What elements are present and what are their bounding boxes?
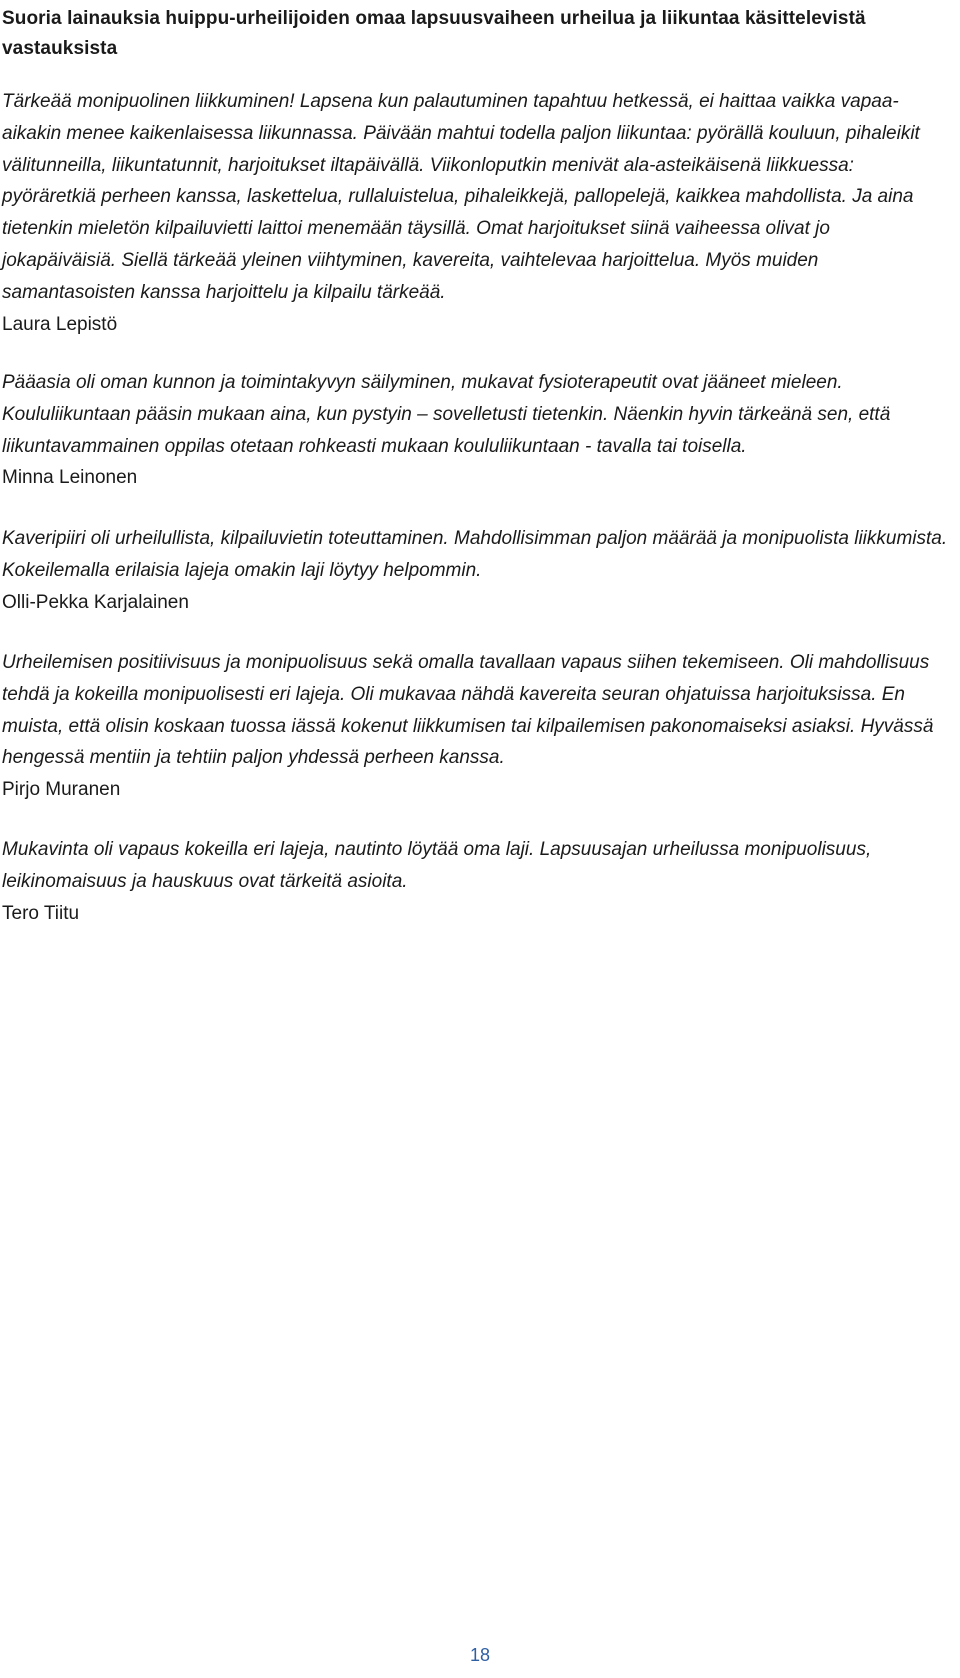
quote-text: Pääasia oli oman kunnon ja toimintakyvyn säilyminen, mukavat fysioterapeutit ovat jääneet mieleen. Koululiikuntaan pääsin mukaan aina, kun pystyin – sovelletusti tietenkin. Näenkin hyvin tärkeänä sen, että liikuntavammainen oppilas otetaan rohkeasti mukaan koululiikuntaan - tavalla tai toisella. (2, 372, 891, 457)
quote-block-3 (2, 523, 948, 618)
quote-author: Laura Lepistö (2, 313, 118, 335)
page-number: 18 (469, 1645, 491, 1665)
quote-author: Tero Tiitu (2, 902, 80, 924)
quote-author: Olli-Pekka Karjalainen (2, 591, 189, 613)
document-page (2, 0, 950, 64)
quote-text: Urheilemisen positiivisuus ja monipuolisuus sekä omalla tavallaan vapaus siihen tekemiseen. Oli mahdollisuus tehdä ja kokeilla monipuolisesti eri lajeja. Oli mukavaa nähdä kavereita seuran ohjatuissa harjoituksissa. En muista, että olisin koskaan tuossa iässä kokenut liikkumisen tai kilpailemisen pakonomaiseksi asiaksi. Hyvässä hengessä mentiin ja tehtiin paljon yhdessä perheen kanssa. (2, 652, 934, 769)
quote-text: Mukavinta oli vapaus kokeilla eri lajeja, nautinto löytää oma laji. Lapsuusajan urheilussa monipuolisuus, leikinomaisuus ja hauskuus ovat tärkeitä asioita. (2, 839, 872, 892)
quote-author: Minna Leinonen (2, 467, 138, 489)
quote-block-5 (2, 834, 948, 929)
quote-block-2 (2, 367, 948, 494)
quote-author: Pirjo Muranen (2, 779, 121, 801)
quote-text: Tärkeää monipuolinen liikkuminen! Lapsena kun palautuminen tapahtuu hetkessä, ei haittaa vaikka vapaa-aikakin menee kaikenlaisessa liikunnassa. Päivään mahtui todella paljon liikuntaa: pyörällä kouluun, pihaleikit välitunneilla, liikuntatunnit, harjoitukset iltapäivällä. Viikonloputkin menivät ala-asteikäisenä liikkuessa: pyöräretkiä perheen kanssa, laskettelua, rullaluistelua, pihaleikkejä, pallopelejä, kaikkea mahdollista. Ja aina tietenkin mieletön kilpailuvietti laittoi menemään täysillä. Omat harjoitukset siinä vaiheessa olivat jo jokapäiväisiä. Siellä tärkeää yleinen viihtyminen, kavereita, vaihtelevaa harjoittelua. Myös muiden samantasoisten kanssa harjoittelu ja kilpailu tärkeää. (2, 91, 920, 303)
page-heading: Suoria lainauksia huippu-urheilijoiden omaa lapsuusvaiheen urheilua ja liikuntaa käsittelevistä vastauksista (2, 8, 866, 59)
quote-block-4 (2, 647, 948, 806)
quote-text: Kaveripiiri oli urheilullista, kilpailuvietin toteuttaminen. Mahdollisimman paljon määrää ja monipuolista liikkumista. Kokeilemalla erilaisia lajeja omakin laji löytyy helpommin. (2, 528, 948, 581)
quote-block-1 (2, 86, 948, 340)
